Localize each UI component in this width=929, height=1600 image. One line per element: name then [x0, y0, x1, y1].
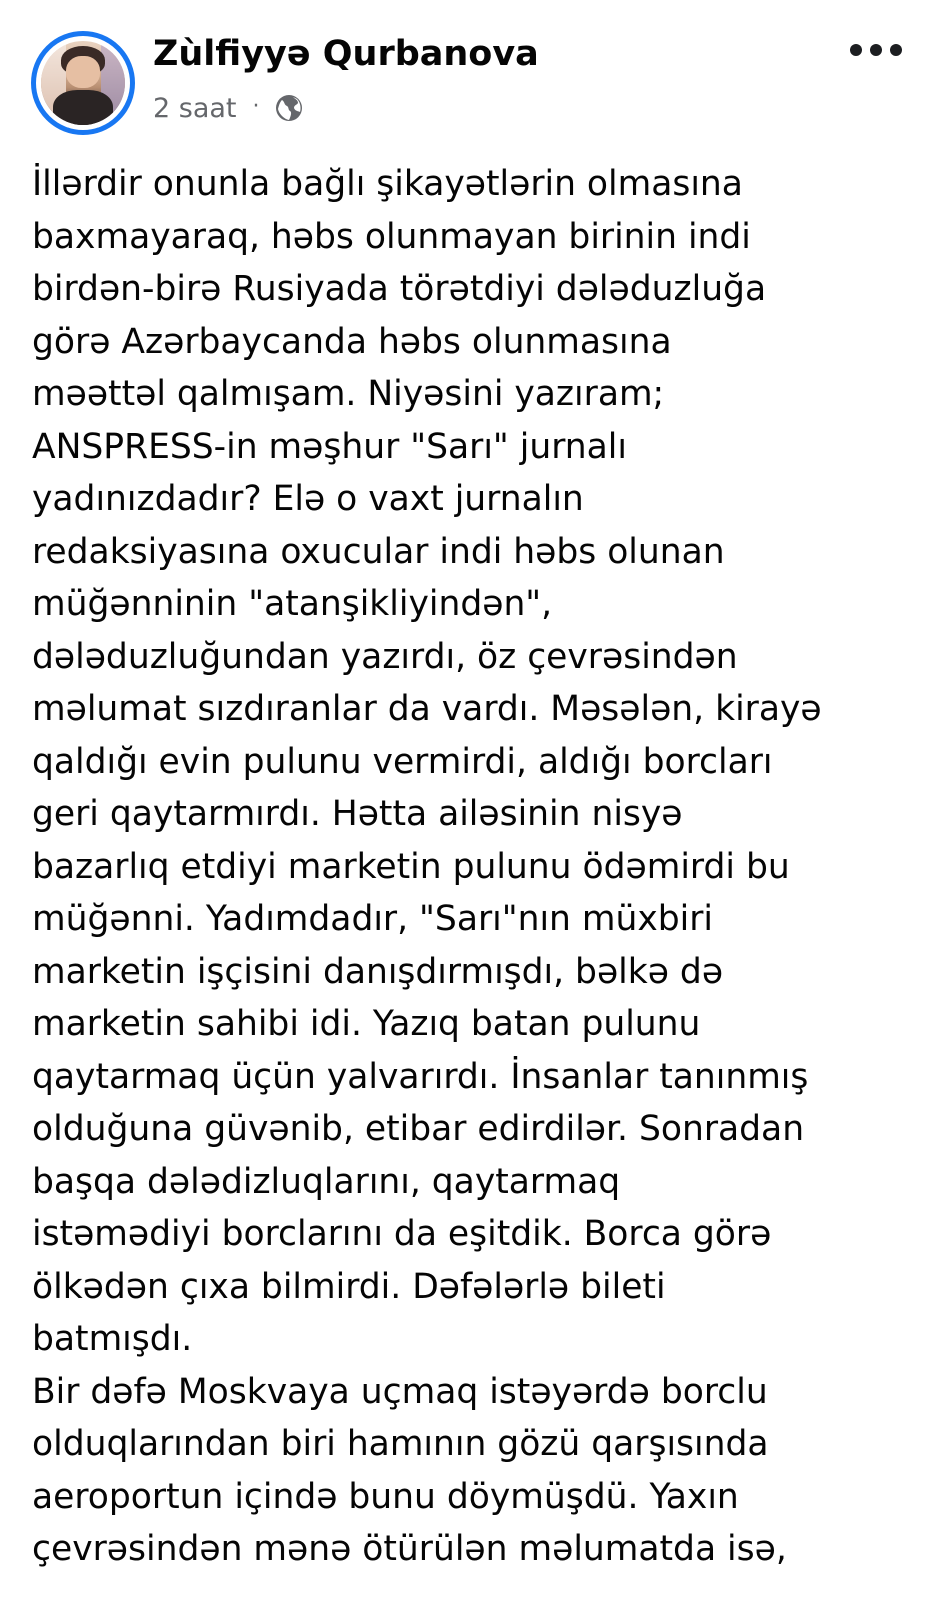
post-text-line: Bir dəfə Moskvaya uçmaq istəyərdə borclu — [32, 1371, 768, 1412]
more-options-icon[interactable] — [850, 42, 902, 58]
post-text-line: dələduzluğundan yazırdı, öz çevrəsindən — [32, 636, 738, 677]
author-name[interactable]: Zùlfiyyə Qurbanova — [153, 34, 539, 74]
author-avatar[interactable] — [31, 31, 135, 135]
post-text-line: redaksiyasına oxucular indi həbs olunan — [32, 531, 725, 572]
post-text-line: geri qaytarmırdı. Hətta ailəsinin nisyə — [32, 794, 683, 834]
post-meta — [153, 88, 304, 128]
post-text-line: məəttəl qalmışam. Niyəsini yazıram; — [32, 374, 665, 414]
post-text-line: olduğuna güvənib, etibar edirdilər. Sonradan — [32, 1109, 805, 1149]
post-text-line: başqa dələdizluqlarını, qaytarmaq — [32, 1161, 621, 1202]
post-text-line: yadınızdadır? Elə o vaxt jurnalın — [32, 479, 584, 519]
post-text-line: baxmayaraq, həbs olunmayan birinin indi — [32, 216, 751, 257]
post-text-line: qaytarmaq üçün yalvarırdı. İnsanlar tanınmış — [32, 1056, 809, 1097]
post-text-line: görə Azərbaycanda həbs olunmasına — [32, 321, 672, 362]
post-text-line: aeroportun içində bunu döymüşdü. Yaxın — [32, 1476, 739, 1517]
post-text-line: çevrəsindən mənə ötürülən məlumatda isə, — [32, 1529, 787, 1569]
post-text-line: marketin sahibi idi. Yazıq batan pulunu — [32, 1004, 701, 1044]
post-text-line: İllərdir onunla bağlı şikayətlərin olmasına — [32, 164, 743, 204]
meta-separator: · — [252, 93, 260, 119]
post-text-line: istəmədiyi borclarını da eşitdik. Borca görə — [32, 1214, 772, 1254]
profile-photo — [41, 41, 125, 125]
post-text-line: qaldığı evin pulunu vermirdi, aldığı borcları — [32, 741, 773, 782]
post-text-line: birdən-birə Rusiyada törətdiyi dələduzluğa — [32, 269, 767, 309]
post-text-line: müğənni. Yadımdadır, "Sarı"nın müxbiri — [32, 899, 714, 939]
post-text-line: olduqlarından biri hamının gözü qarşısında — [32, 1424, 769, 1464]
globe-icon[interactable] — [274, 93, 304, 123]
post-text-line: məlumat sızdıranlar da vardı. Məsələn, kirayə — [32, 689, 822, 729]
post-timestamp[interactable]: 2 saat — [153, 92, 237, 124]
post-text — [32, 158, 902, 1576]
post-text-line: batmışdı. — [32, 1319, 193, 1359]
post-text-line: ANSPRESS-in məşhur "Sarı" jurnalı — [32, 426, 627, 467]
post-text-line: marketin işçisini danışdırmışdı, bəlkə də — [32, 951, 724, 992]
post-text-line: bazarlıq etdiyi marketin pulunu ödəmirdi bu — [32, 846, 790, 887]
post-text-line: müğənninin "atanşikliyindən", — [32, 584, 553, 624]
post-header — [0, 0, 929, 150]
post-text-line: ölkədən çıxa bilmirdi. Dəfələrlə bileti — [32, 1266, 666, 1307]
